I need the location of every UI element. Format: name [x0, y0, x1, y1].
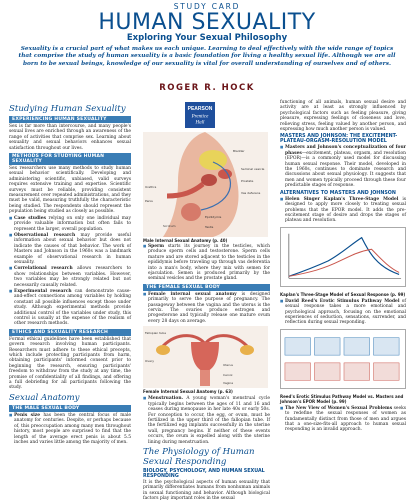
bullet-text: is designed primarily to serve the purpose of pregnancy. The passageway between the vagina and the uterus is the cervix. The ovaries produce estrogen and progesterone and typically release one mature ovum every 28 days on average. — [148, 291, 270, 324]
bullet-text: —excitement, plateau, orgasm, and resolution (EPOR)—is a commonly used model for discussing human sexual response. Their model, developed in the 1960s, continues to dominate research and discussions about sexual physiology. It suggests that men and women typically proceed through these four predictable stages of response. — [285, 150, 406, 189]
prostate-shape — [201, 174, 217, 186]
left-ovary-shape — [156, 345, 170, 355]
bullet-item — [9, 216, 131, 232]
section-heading: Studying Human Sexuality — [9, 104, 126, 114]
figure-label: Fallopian tube — [145, 331, 167, 336]
bullet-text: may provide useful information about sexual behavior but does not indicate the causes of that behavior. The work of Masters and Johnson in the 1960s was a landmark example of observational research in human sexuality. — [14, 232, 131, 265]
card-header — [0, 0, 414, 98]
page-title: HUMAN SEXUALITY — [98, 10, 316, 35]
author: ROGER R. HOCK — [159, 83, 255, 93]
bullet-item — [143, 292, 270, 324]
bullet-term: Female internal sexual anatomy — [148, 291, 237, 297]
bullet-text: seeks to redefine the sexual responses of women as fundamentally distinct from those of men and argues that a one-size-fits-all approach to human sexual responding is an invalid approach. — [285, 405, 407, 433]
bullet-text: allows researchers to show relationships between variables. However, two variables may be strongly related but not necessarily causally related. — [14, 266, 131, 288]
figure-label: Epididymis — [205, 215, 222, 219]
bullet-term: David Reed's Erotic Stimulus Pathway Model — [285, 298, 400, 304]
vagina-shape — [200, 370, 210, 386]
figure-label: Vas deferens — [241, 191, 261, 195]
subsection-heading: MASTERS AND JOHNSON: THE EXCITEMENT-PLATEAU-ORGASM-RESOLUTION MODEL — [280, 134, 398, 145]
bullet-item — [143, 396, 270, 445]
column-left — [0, 98, 137, 500]
bullet-text: A young woman's menstrual cycle typically begins between the ages of 11 and 16 and ceases during menopause in her late 40s or early 50s. For conception to occur, the egg, or ovum, must be fertilized in the upper third of the fallopian tube. If the fertilized egg implants successfully in the uterine wall, pregnancy begins. If neither of these events occurs, the ovum is expelled along with the uterine lining during menstruation. — [148, 396, 270, 445]
subsection-bar: ETHICS AND SEXUALITY RESEARCH — [9, 329, 131, 336]
figure-caption: Kaplan's Three-Stage Model of Sexual Response (p. 99) — [280, 291, 406, 297]
bullet-item — [9, 413, 131, 445]
figure-label: Testis — [205, 225, 214, 229]
bullet-text: has been the central focus of male anatomy for centuries. Despite, or perhaps because of, this preoccupation among many men throughout history, most people are surprised to find that the length of the average erect penis is about 5.5 inches and varies little among the majority of men. — [14, 412, 132, 445]
logo-line1: PEARSON — [187, 106, 213, 112]
figure-label: Bladder — [233, 149, 245, 153]
subsection-heading: ALTERNATIVES TO MASTERS AND JOHNSON — [280, 190, 396, 196]
bullet-term: Menstruation. — [148, 396, 184, 402]
figure-label: Cervix — [223, 373, 233, 378]
bullet-item — [143, 244, 270, 282]
bullet-term: Correlational research — [14, 266, 73, 272]
paragraph: It is the psychological aspects of human sexuality that primarily differentiates humans from nonhuman animals in sexual functioning and behavior. Although biological factors play important roles in the sexual — [143, 479, 270, 500]
bullet-item — [280, 406, 406, 433]
figure-label: Uterus — [223, 363, 233, 368]
bullet-term: Case studies — [14, 215, 46, 221]
bullet-item — [280, 197, 406, 224]
bullet-item — [9, 266, 131, 288]
subsection-heading: BIOLOGY, PSYCHOLOGY, AND HUMAN SEXUAL RESPONDING — [143, 468, 265, 479]
subsection-bar: EXPERIENCING HUMAN SEXUALITY — [9, 116, 131, 123]
figure-label: Vagina — [223, 381, 234, 386]
bullet-term: Sperm — [148, 244, 164, 249]
bullet-text: is designed to apply more closely to treating sexual problems that the EPOR model. It adds the pre-excitement stage of desire and drops the stages of plateau and resolution. — [285, 196, 406, 224]
testis-shape — [181, 203, 201, 221]
bullet-item — [9, 289, 131, 327]
bullet-text: relying on only one individual may provide valuable information but often fails to represent the larger, overall population. — [14, 215, 131, 232]
figure-label: Seminal vesicle — [241, 167, 265, 171]
bladder-shape — [199, 150, 227, 170]
paragraph: Sex researchers use many methods to study human sexual behavior scientifically. Developing and administering scientific, unbiased, valid surveys requires extensive training and expertise. Scientific surveys must be reliable, providing consistent measurement over repeated administrations, and they must be valid, measuring truthfully the characteristic being studied. The respondents should represent the population being studied as closely as possible. — [9, 166, 131, 215]
subsection-bar: THE MALE SEXUAL BODY — [9, 405, 131, 412]
figure-label: Prostate — [241, 179, 254, 183]
bullet-term: Observational research — [14, 232, 76, 238]
figure-caption: Female Internal Sexual Anatomy (p. 63) — [143, 389, 233, 395]
figure-label: Ovary — [145, 359, 154, 364]
bullet-text: of sexual response takes a more emotional and psychological approach, focusing on the emotional experiences of seduction, sensations, surrender, and reflection during sexual responding. — [285, 298, 406, 326]
figure-label: Scrotum — [163, 224, 176, 228]
subsection-bar: THE FEMALE SEXUAL BODY — [143, 284, 270, 291]
bullet-term: Experimental research — [14, 288, 72, 294]
logo-line3: Hall — [195, 120, 205, 126]
kicker: STUDY CARD — [173, 2, 241, 11]
subsection-bar: METHODS FOR STUDYING HUMAN SEXUALITY — [9, 153, 131, 165]
figure-label: Penis — [145, 199, 153, 203]
bullet-text: starts its journey in the testicles, which produce sperm cells and testosterone. Sperm cells mature and are stored adjacent to the testicles in the epididymis before traveling up through vas deferentia into a man's body, where they mix with semen for ejaculation. Semen is produced primarily by the seminal vesicles and the prostate gland. — [148, 244, 270, 282]
right-ovary-shape — [240, 345, 254, 355]
figure-label: Urethra — [145, 185, 157, 189]
section-heading: Sexual Anatomy — [9, 392, 80, 403]
column-middle — [137, 98, 274, 500]
bullet-term: Helen Singer Kaplan's Three-Stage Model — [285, 196, 399, 202]
bullet-item — [280, 299, 406, 326]
bullet-term: Penis size — [14, 412, 41, 418]
figure-caption: Reed's Erotic Stimulus Pathway Model vs. Masters and Johnson's EPOR Model (p. 99) — [280, 393, 404, 404]
bullet-item — [280, 145, 406, 188]
female-anatomy-illustration — [143, 326, 268, 388]
logo-line2: Prentice — [191, 114, 209, 120]
bullet-term: The New View of Women's Sexual Problems — [285, 405, 393, 411]
bullet-item — [9, 233, 131, 265]
bullet-text: can demonstrate cause-and-effect connections among variables by holding constant all possible influences except those under study. Although experimental methods provide additional control of the variables under study, this control is usually at the expense of the realism of other research methods. — [14, 288, 131, 327]
male-anatomy-illustration — [143, 132, 268, 237]
bullet-term: Masters and Johnson's conceptualization of four phases — [285, 145, 406, 156]
column-right — [274, 98, 414, 500]
paragraph: functioning of all animals, human sexual desire and activity are at least as strongly influenced by psychological factors such as feeling pleasure, giving pleasure, expressing feelings of closeness and love, relieving stress, feeling valued by another person, and expressing how much another person is valued. — [280, 100, 406, 133]
page-subtitle: Exploring Your Sexual Philosophy — [126, 33, 288, 43]
figure-caption: Male Internal Sexual Anatomy (p. 40) — [143, 238, 228, 243]
kaplan-model-graph — [280, 227, 406, 287]
paragraph: Sex is far more than intercourse, and many people's sexual lives are enriched through an awareness of the range of activities that comprise sex. Learning about sexuality and sexual behaviors enhances sexual satisfaction throughout our lives. — [9, 124, 131, 151]
section-heading: The Physiology of Human Sexual Responding — [143, 446, 255, 467]
reed-model-diagram — [280, 329, 406, 389]
intro-text: Sexuality is a crucial part of what makes us each unique. Learning to deal effectively with the wide range of topics that comprise the study of human sexuality is a basic foundation for living a healthy sexual life. Although we are all born to be sexual beings, knowledge of our sexuality is vital for overall understanding of ourselves and of others. — [18, 46, 396, 67]
paragraph: Formal ethical guidelines have been established that govern research involving human participants. Researchers must adhere to these ethical precepts, which include protecting participants from harm, obtaining participants' informed consent prior to beginning the research, ensuring participants' freedom to withdraw from the study at any time, the promise of confidentiality of all findings, and offering a full debriefing for all participants following the study. — [9, 336, 131, 391]
